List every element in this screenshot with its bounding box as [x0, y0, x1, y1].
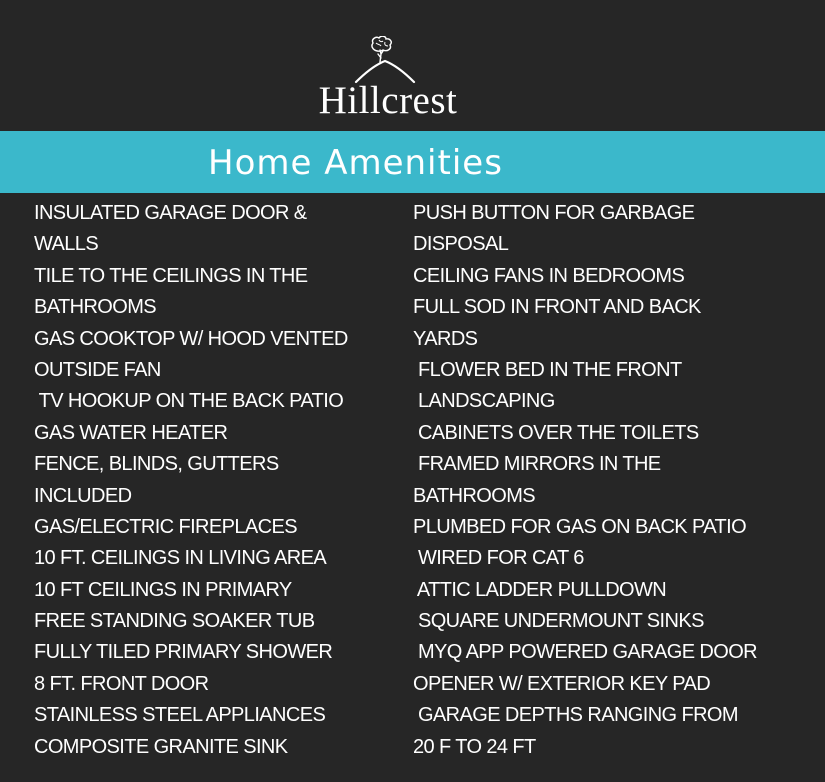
amenity-line: 20 F TO 24 FT [413, 735, 536, 758]
amenity-line: BATHROOMS [34, 296, 157, 319]
amenity-line: PUSH BUTTON FOR GARBAGE [413, 202, 695, 224]
amenity-line: GAS/ELECTRIC FIREPLACES [34, 515, 297, 538]
brand-name: Hillcrest [318, 79, 458, 122]
amenity-line: OPENER W/ EXTERIOR KEY PAD [413, 672, 711, 695]
amenity-line: GAS COOKTOP W/ HOOD VENTED [34, 327, 348, 350]
amenity-line: FREE STANDING SOAKER TUB [34, 610, 315, 633]
title-banner [0, 131, 825, 193]
amenity-line: 10 FT. CEILINGS IN LIVING AREA [34, 547, 327, 570]
amenity-line: MYQ APP POWERED GARAGE DOOR [413, 641, 758, 664]
page-title: Home Amenities [208, 143, 503, 183]
amenity-line: LANDSCAPING [413, 390, 555, 413]
amenity-line: INCLUDED [34, 484, 132, 507]
amenity-line: COMPOSITE GRANITE SINK [34, 735, 288, 758]
amenity-line: YARDS [413, 327, 478, 350]
amenity-line: BATHROOMS [413, 484, 536, 507]
amenity-line: OUTSIDE FAN [34, 358, 161, 381]
header [0, 0, 825, 131]
amenity-line: STAINLESS STEEL APPLIANCES [34, 704, 326, 727]
amenity-line: CABINETS OVER THE TOILETS [413, 421, 699, 444]
amenity-line: WALLS [34, 233, 99, 256]
amenity-line: FULLY TILED PRIMARY SHOWER [34, 641, 333, 664]
amenity-line: FENCE, BLINDS, GUTTERS [34, 453, 279, 476]
amenity-line: ATTIC LADDER PULLDOWN [413, 578, 667, 601]
amenity-line: PLUMBED FOR GAS ON BACK PATIO [413, 515, 747, 538]
amenity-line: DISPOSAL [413, 233, 509, 256]
amenity-line: FLOWER BED IN THE FRONT [413, 358, 682, 381]
amenity-line: TILE TO THE CEILINGS IN THE [34, 264, 308, 287]
amenity-line: CEILING FANS IN BEDROOMS [413, 264, 685, 287]
amenity-line: GARAGE DEPTHS RANGING FROM [413, 704, 738, 727]
amenity-line: 8 FT. FRONT DOOR [34, 672, 209, 695]
amenity-line: FULL SOD IN FRONT AND BACK [413, 296, 701, 319]
amenity-line: 10 FT CEILINGS IN PRIMARY [34, 578, 292, 601]
amenities-left-column [34, 198, 410, 763]
amenities-right-column [413, 198, 813, 763]
amenity-line: TV HOOKUP ON THE BACK PATIO [34, 390, 344, 413]
amenity-line: SQUARE UNDERMOUNT SINKS [413, 610, 704, 633]
amenity-line: GAS WATER HEATER [34, 421, 228, 444]
amenity-line: WIRED FOR CAT 6 [413, 547, 584, 570]
amenity-line: FRAMED MIRRORS IN THE [413, 453, 661, 476]
amenity-line: INSULATED GARAGE DOOR & [34, 202, 307, 224]
